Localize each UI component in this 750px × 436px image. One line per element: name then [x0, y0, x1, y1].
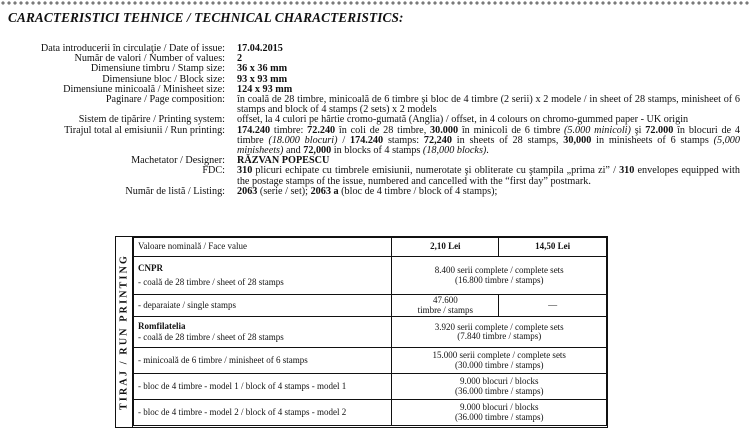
spec-value: offset, la 4 culori pe hârtie cromo-gumată (Anglia) / offset, in 4 colours on chromo-gummed paper - UK origin: [237, 114, 689, 126]
spec-label: Sistem de tipărire / Printing system:: [78, 114, 225, 126]
table-row: CNPR - coală de 28 timbre / sheet of 28 stamps 8.400 serii complete / complete sets (16.800 timbre / stamps): [134, 257, 607, 295]
spec-label: Număr de listă / Listing:: [125, 185, 225, 197]
spec-label: Dimensiune bloc / Block size:: [102, 73, 225, 85]
table-row: - deparaiate / single stamps 47.600 timbre / stamps —: [134, 295, 607, 317]
header-value-2: 14,50 Lei: [499, 238, 607, 257]
group-cnpr: CNPR: [138, 262, 163, 273]
spec-value-fdc: 310 plicuri echipate cu timbrele emisiunii, numerotate şi obliterate cu ştampila „prima zi” / 310 envelopes equipped with the postage stamps of the issue, numbered and cancelled with the “first day” postmark.: [237, 165, 740, 187]
header-face-value: Valoare nominală / Face value: [134, 238, 392, 257]
spec-value: 36 x 36 mm: [237, 63, 288, 75]
spec-label: FDC:: [202, 165, 225, 177]
dotted-border: [0, 0, 750, 6]
run-printing-table: [115, 236, 608, 428]
spec-value: în coală de 28 timbre, minicoală de 6 timbre şi bloc de 4 timbre (2 serii) x 2 modele / in sheet of 28 stamps, minisheet of 6 stamps and block of 4 stamps (2 sets) x 2 models: [237, 94, 740, 116]
spec-value-listing: 2063 (serie / set); 2063 a (bloc de 4 timbre / block of 4 stamps);: [237, 185, 498, 197]
spec-value: 124 x 93 mm: [237, 83, 293, 95]
group-romfilatelia: Romfilatelia: [138, 320, 186, 331]
spec-label: Tirajul total al emisiunii / Run printing:: [64, 124, 225, 136]
header-value-1: 2,10 Lei: [392, 238, 499, 257]
spec-label: Data introducerii în circulaţie / Date of issue:: [40, 43, 225, 54]
table-row: - bloc de 4 timbre - model 2 / block of 4 stamps - model 2 9.000 blocuri / blocks (36.000 timbre / stamps): [134, 400, 607, 426]
spec-label: Număr de valori / Number of values:: [74, 53, 225, 65]
spec-row: [0, 166, 750, 186]
spec-value: 17.04.2015: [237, 43, 283, 54]
spec-row: [0, 126, 750, 157]
spec-value: 2: [237, 53, 243, 65]
table-row: - minicoală de 6 timbre / minisheet of 6 stamps 15.000 serii complete / complete sets (30.000 timbre / stamps): [134, 348, 607, 374]
spec-row: [0, 95, 750, 115]
spec-value-run: 174.240 timbre: 72.240 în coli de 28 timbre, 30.000 în minicoli de 6 timbre (5.000 minicoli) şi 72.000 în blocuri de 4 timbre (18.000 blocuri) / 174.240 stamps: 72,240 in sheets of 28 stamps, 30,000 in minisheets of 6 stamps (5,000 minisheets) and 72,000 in blocks of 4 stamps (18,000 blocks).: [237, 124, 740, 157]
side-label: TIRAJ / RUN PRINTING: [116, 237, 133, 427]
spec-label: Dimensiune timbru / Stamp size:: [90, 63, 225, 75]
page-title: CARACTERISTICI TEHNICE / TECHNICAL CHARACTERISTICS:: [8, 10, 404, 25]
spec-value: RĂZVAN POPESCU: [237, 155, 330, 167]
spec-label: Dimensiune minicoală / Minisheet size:: [63, 83, 225, 95]
spec-label: Paginare / Page composition:: [105, 94, 225, 106]
spec-value: 93 x 93 mm: [237, 73, 288, 85]
specs-list: [0, 44, 750, 197]
table-row: - bloc de 4 timbre - model 1 / block of 4 stamps - model 1 9.000 blocuri / blocks (36.000 timbre / stamps): [134, 374, 607, 400]
spec-row: [0, 187, 750, 197]
table-row: Romfilatelia - coală de 28 timbre / sheet of 28 stamps 3.920 serii complete / complete sets (7.840 timbre / stamps): [134, 317, 607, 348]
spec-label: Machetator / Designer:: [131, 155, 225, 167]
